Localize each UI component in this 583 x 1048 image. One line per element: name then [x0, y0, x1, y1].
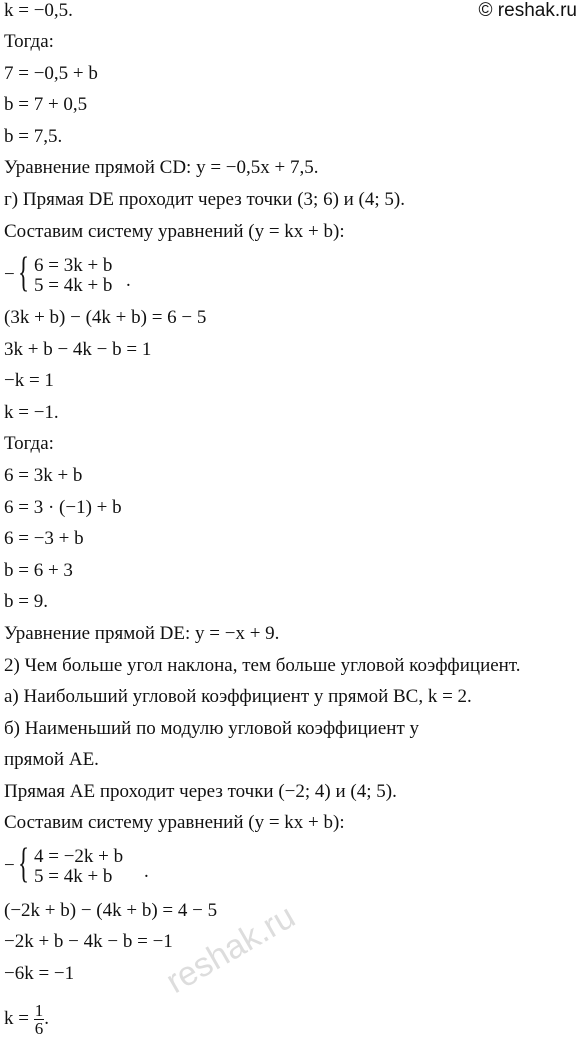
- text-line: Составим систему уравнений (y = kx + b):: [4, 221, 345, 242]
- text-line: б) Наименьший по модулю угловой коэффициент у: [4, 718, 420, 739]
- final-suffix: .: [44, 1008, 49, 1029]
- text-line: а) Наибольший угловой коэффициент у прямой BC, k = 2.: [4, 686, 472, 707]
- text-line: 2) Чем больше угол наклона, тем больше угловой коэффициент.: [4, 655, 521, 676]
- text-line: 3k + b − 4k − b = 1: [4, 339, 152, 360]
- site-watermark: © reshak.ru: [478, 0, 577, 21]
- system-brace: {: [18, 250, 30, 296]
- text-line: 7 = −0,5 + b: [4, 63, 98, 84]
- system-minus: −: [4, 264, 15, 285]
- system-row: 4 = −2k + b: [34, 846, 124, 867]
- equation-system-2: [4, 843, 184, 891]
- text-line: 6 = 3 · (−1) + b: [4, 497, 122, 518]
- system-dot: .: [126, 270, 131, 291]
- text-line: b = 6 + 3: [4, 560, 73, 581]
- text-line: Тогда:: [4, 433, 54, 454]
- text-line: k = −0,5.: [4, 0, 73, 21]
- center-watermark: reshak.ru: [159, 897, 302, 1001]
- text-line: b = 7,5.: [4, 126, 63, 147]
- text-line: Уравнение прямой DE: y = −x + 9.: [4, 623, 280, 644]
- text-line: 6 = 3k + b: [4, 465, 83, 486]
- system-row: 5 = 4k + b: [34, 275, 113, 296]
- text-line: b = 9.: [4, 591, 48, 612]
- text-line: −k = 1: [4, 370, 54, 391]
- text-line: Уравнение прямой CD: y = −0,5x + 7,5.: [4, 157, 319, 178]
- text-line: прямой AE.: [4, 749, 99, 770]
- text-line: 6 = −3 + b: [4, 528, 84, 549]
- text-line: Тогда:: [4, 31, 54, 52]
- system-row: 5 = 4k + b: [34, 866, 113, 887]
- text-line: b = 7 + 0,5: [4, 94, 88, 115]
- text-line: (3k + b) − (4k + b) = 6 − 5: [4, 307, 207, 328]
- fraction-denominator: 6: [34, 1019, 44, 1039]
- text-line: −6k = −1: [4, 963, 75, 984]
- text-line: (−2k + b) − (4k + b) = 4 − 5: [4, 900, 218, 921]
- system-brace: {: [18, 841, 30, 887]
- fraction-numerator: 1: [34, 1001, 44, 1021]
- final-prefix: k =: [4, 1008, 34, 1029]
- text-line: Прямая AE проходит через точки (−2; 4) и (4; 5).: [4, 781, 397, 802]
- text-line: k = −1.: [4, 402, 59, 423]
- system-row: 6 = 3k + b: [34, 255, 113, 276]
- system-minus: −: [4, 855, 15, 876]
- text-line: Составим систему уравнений (y = kx + b):: [4, 812, 345, 833]
- text-line: г) Прямая DE проходит через точки (3; 6) и (4; 5).: [4, 189, 405, 210]
- final-answer: [4, 995, 49, 1043]
- text-line: −2k + b − 4k − b = −1: [4, 931, 173, 952]
- system-dot: .: [144, 861, 149, 882]
- equation-system-1: [4, 252, 164, 300]
- fraction: [34, 1002, 45, 1037]
